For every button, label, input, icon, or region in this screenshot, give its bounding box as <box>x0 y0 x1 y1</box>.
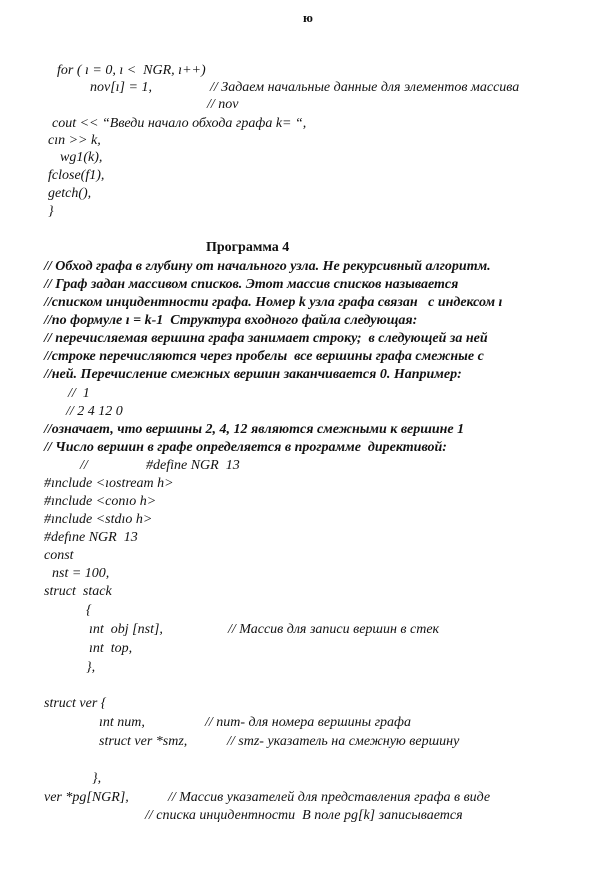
comment-line: // Число вершин в графе определяется в программе директивой: <box>44 440 447 455</box>
program-title: Программа 4 <box>206 240 290 255</box>
code-comment: // smz- указатель на смежную вершину <box>227 734 460 749</box>
code-line: ınt num, <box>99 715 145 730</box>
code-comment: // Массив указателей для представления графа в виде <box>168 790 491 805</box>
code-comment: // Задаем начальные данные для элементов массива <box>210 80 520 95</box>
code-line: ınt obj [nst], <box>89 622 163 637</box>
code-line: cout << “Введи начало обхода графа k= “, <box>52 116 307 131</box>
code-line: getch(), <box>48 186 92 201</box>
code-line: #ınclude <conıo h> <box>44 494 157 509</box>
code-line: }, <box>86 660 96 675</box>
code-line: { <box>86 603 92 618</box>
comment-line: //списком инцидентности графа. Номер k узла графа связан с индексом ı <box>44 295 503 310</box>
code-comment: // Массив для записи вершин в стек <box>228 622 440 637</box>
code-line: struct ver *smz, <box>99 734 188 749</box>
code-line: ınt top, <box>89 641 133 656</box>
comment-line: // 1 <box>68 386 90 401</box>
code-line: const <box>44 548 74 563</box>
code-line: } <box>48 204 54 219</box>
code-line: ver *pg[NGR], <box>44 790 129 805</box>
code-comment: // списка инцидентности В поле pg[k] записывается <box>145 808 463 823</box>
code-line: #ınclude <ıostream h> <box>44 476 174 491</box>
code-line: fclose(f1), <box>48 168 105 183</box>
code-line: wg1(k), <box>60 150 103 165</box>
code-line: #ınclude <stdıo h> <box>44 512 153 527</box>
comment-line: #define NGR 13 <box>146 458 240 473</box>
comment-line: //ней. Перечисление смежных вершин заканчивается 0. Например: <box>44 367 462 382</box>
code-line: nst = 100, <box>52 566 110 581</box>
code-line: nov[ı] = 1, <box>90 80 152 95</box>
comment-line: // Обход графа в глубину от начального узла. Не рекурсивный алгоритм. <box>44 259 491 274</box>
code-comment: // num- для номера вершины графа <box>205 715 411 730</box>
code-line: #defıne NGR 13 <box>44 530 138 545</box>
comment-line: // <box>80 458 88 473</box>
comment-line: // Граф задан массивом списков. Этот массив списков называется <box>44 277 459 292</box>
page-number: ю <box>303 10 313 25</box>
comment-line: //строке перечисляются через пробелы все вершины графа смежные с <box>44 349 484 364</box>
code-comment: // nov <box>207 97 239 112</box>
code-line: struct stack <box>44 584 112 599</box>
comment-line: //по формуле ı = k-1 Структура входного файла следующая: <box>44 313 418 328</box>
comment-line: // 2 4 12 0 <box>66 404 123 419</box>
comment-line: // перечисляемая вершина графа занимает строку; в следующей за ней <box>44 331 488 346</box>
code-line: struct ver { <box>44 696 107 711</box>
code-line: for ( ı = 0, ı < NGR, ı++) <box>57 63 206 78</box>
comment-line: //означает, что вершины 2, 4, 12 являются смежными к вершине 1 <box>44 422 465 437</box>
code-line: }, <box>92 771 102 786</box>
code-line: cın >> k, <box>48 133 101 148</box>
